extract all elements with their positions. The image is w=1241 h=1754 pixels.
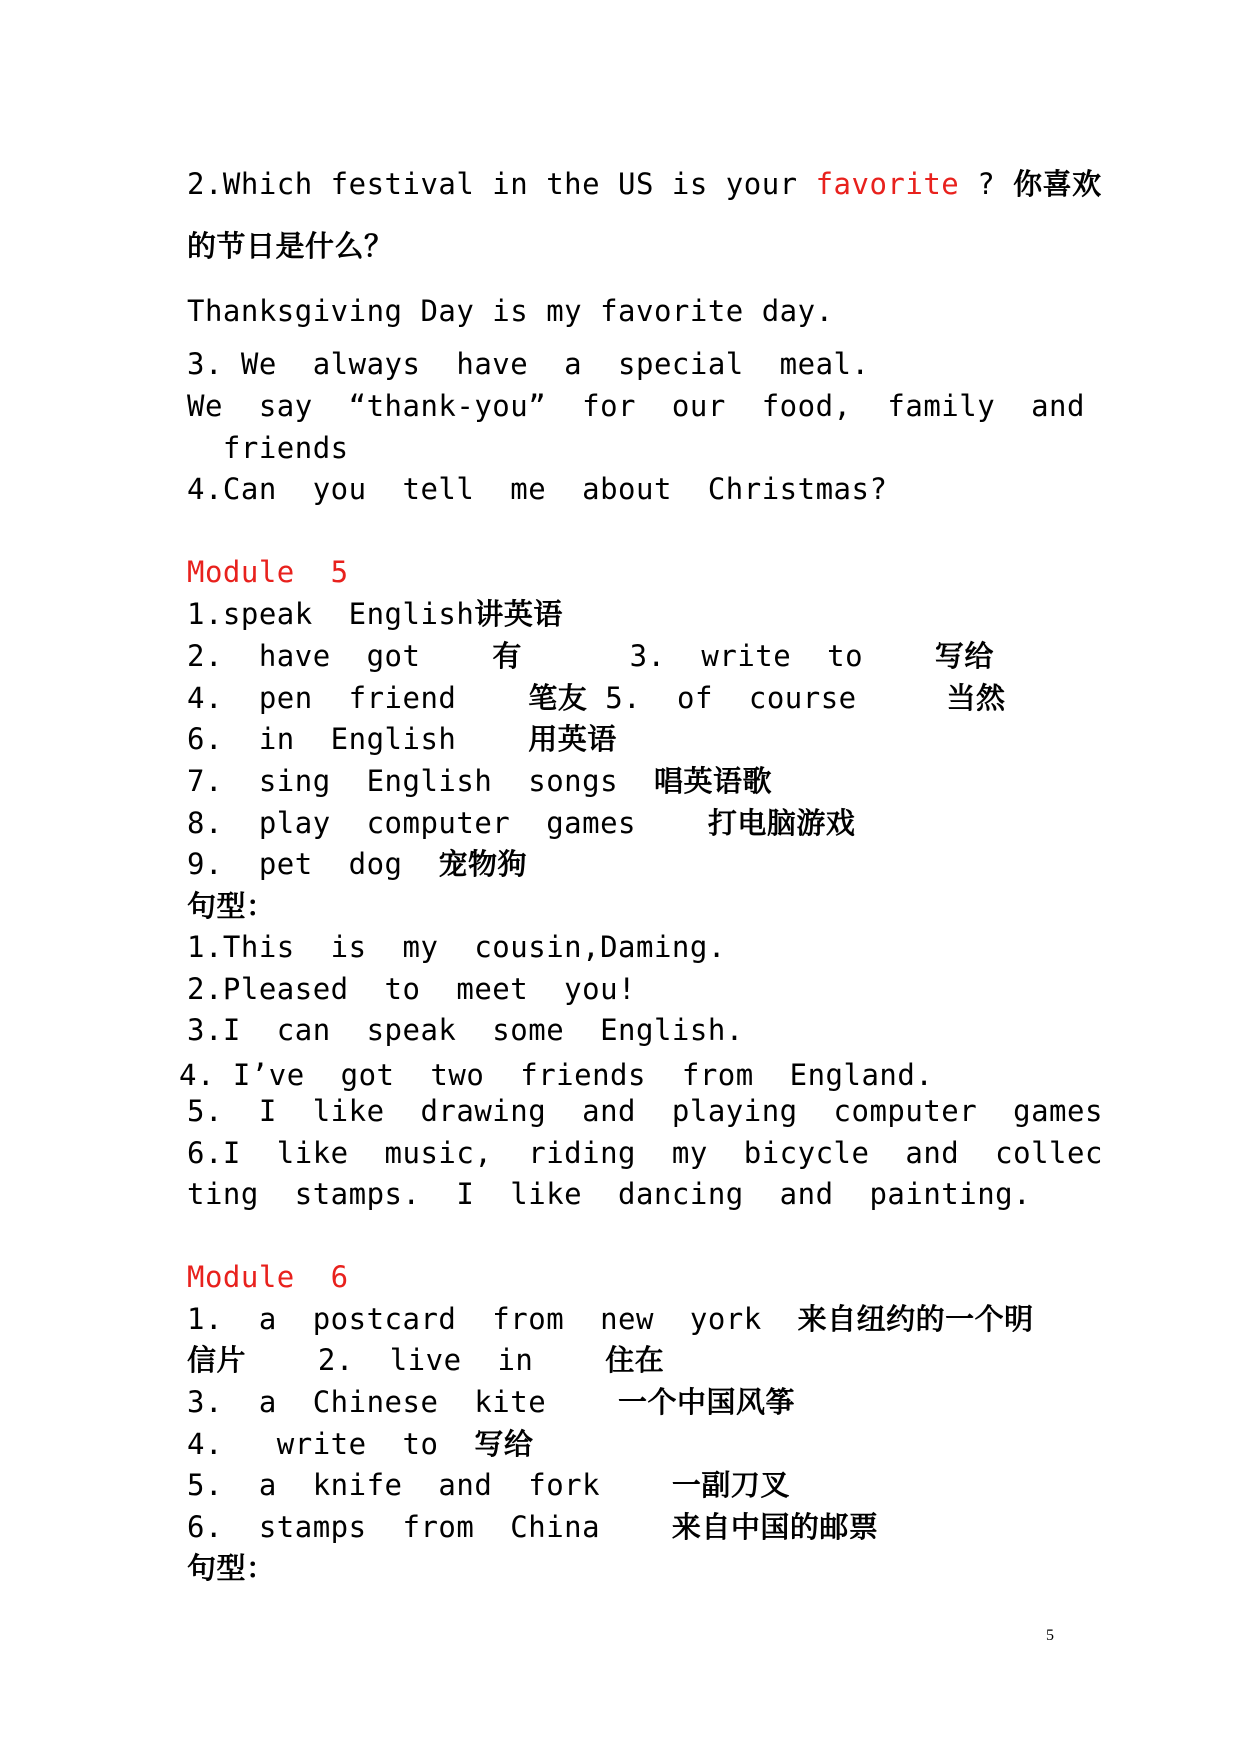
answer-thanksgiving: Thanksgiving Day is my favorite day.	[187, 294, 834, 328]
vocab-item: 信片 2. live in 住在	[187, 1343, 665, 1377]
pattern-sentence: 1.This is my cousin,Daming.	[187, 930, 726, 964]
vocab-item: 4. write to 写给	[187, 1427, 534, 1461]
vocab-item: 1. a postcard from new york 来自纽约的一个明	[187, 1302, 1034, 1336]
vocab-item: 2. have got 有 3. write to 写给	[187, 639, 994, 673]
pattern-sentence: 4. I’ve got two friends from England.	[179, 1058, 934, 1092]
pattern-sentence: 3.I can speak some English.	[187, 1013, 744, 1047]
question-2: 2.Which festival in the US is your favorite ? 你喜欢	[187, 167, 1102, 201]
highlight-favorite: favorite	[815, 167, 960, 201]
pattern-sentence: 5. I like drawing and playing computer games	[187, 1094, 1103, 1128]
question-2-cn-continuation: 的节日是什么？	[187, 229, 394, 263]
sentence-pattern-label: 句型：	[187, 1551, 276, 1585]
module-5-heading: Module 5	[187, 555, 349, 589]
vocab-item: 9. pet dog 宠物狗	[187, 847, 527, 881]
vocab-item: 7. sing English songs 唱英语歌	[187, 764, 772, 798]
vocab-item: 6. stamps from China 来自中国的邮票	[187, 1510, 879, 1544]
sentence-pattern-label: 句型：	[187, 889, 276, 923]
vocab-item: 8. play computer games 打电脑游戏	[187, 806, 856, 840]
vocab-item: 6. in English 用英语	[187, 722, 617, 756]
sentence-3b: We say “thank-you” for our food, family and	[187, 389, 1085, 423]
page-number: 5	[1046, 1627, 1054, 1644]
pattern-sentence: ting stamps. I like dancing and painting.	[187, 1177, 1032, 1211]
vocab-item: 1.speak English讲英语	[187, 597, 563, 631]
vocab-item: 3. a Chinese kite 一个中国风筝	[187, 1385, 796, 1419]
vocab-item: 5. a knife and fork 一副刀叉	[187, 1468, 790, 1502]
question-4: 4.Can you tell me about Christmas?	[187, 472, 888, 506]
module-6-heading: Module 6	[187, 1260, 349, 1294]
sentence-3c: friends	[187, 431, 349, 465]
pattern-sentence: 6.I like music, riding my bicycle and collec	[187, 1136, 1103, 1170]
sentence-3: 3. We always have a special meal.	[187, 347, 870, 381]
pattern-sentence: 2.Pleased to meet you!	[187, 972, 636, 1006]
vocab-item: 4. pen friend 笔友 5. of course 当然	[187, 681, 1006, 715]
